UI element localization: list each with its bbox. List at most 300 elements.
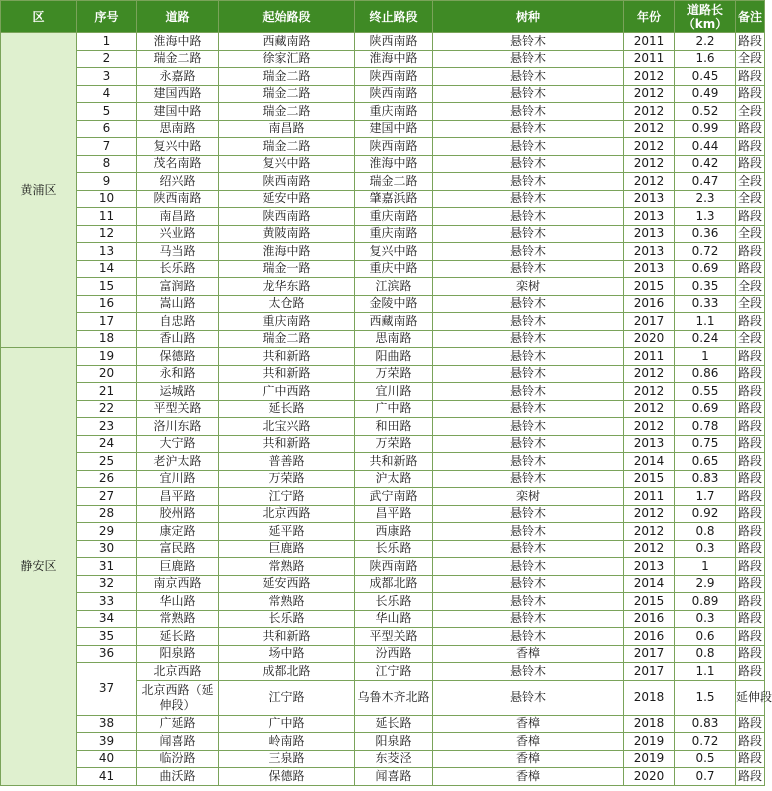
- tree-species-cell: 悬铃木: [433, 628, 624, 646]
- tree-species-cell: 香樟: [433, 645, 624, 663]
- note-cell: 路段: [736, 540, 765, 558]
- tree-species-cell: 悬铃木: [433, 348, 624, 366]
- end-section-cell: 重庆南路: [355, 225, 433, 243]
- note-cell: 路段: [736, 208, 765, 226]
- road-length-cell: 0.78: [675, 418, 736, 436]
- end-section-cell: 平型关路: [355, 628, 433, 646]
- year-cell: 2013: [624, 558, 675, 576]
- note-cell: 路段: [736, 470, 765, 488]
- table-row: [1, 628, 765, 646]
- start-section-cell: 徐家汇路: [219, 50, 355, 68]
- note-cell: 路段: [736, 260, 765, 278]
- number-cell: 11: [77, 208, 137, 226]
- road-cell: 老沪太路: [137, 453, 219, 471]
- tree-species-cell: 悬铃木: [433, 470, 624, 488]
- note-cell: 路段: [736, 138, 765, 156]
- start-section-cell: 太仓路: [219, 295, 355, 313]
- table-row: [1, 295, 765, 313]
- number-cell: 23: [77, 418, 137, 436]
- note-cell: 全段: [736, 295, 765, 313]
- tree-species-cell: 悬铃木: [433, 33, 624, 51]
- number-cell: 3: [77, 68, 137, 86]
- tree-species-cell: 香樟: [433, 733, 624, 751]
- note-cell: 路段: [736, 383, 765, 401]
- start-section-cell: 共和新路: [219, 348, 355, 366]
- number-cell: 6: [77, 120, 137, 138]
- end-section-cell: 思南路: [355, 330, 433, 348]
- district-cell: 黄浦区: [1, 33, 77, 348]
- note-cell: 全段: [736, 225, 765, 243]
- start-section-cell: 保德路: [219, 768, 355, 786]
- start-section-cell: 瑞金二路: [219, 103, 355, 121]
- end-section-cell: 重庆中路: [355, 260, 433, 278]
- end-section-cell: 淮海中路: [355, 50, 433, 68]
- header-note: 备注: [736, 1, 765, 33]
- end-section-cell: 和田路: [355, 418, 433, 436]
- start-section-cell: 场中路: [219, 645, 355, 663]
- table-row: [1, 278, 765, 296]
- note-cell: 全段: [736, 50, 765, 68]
- number-cell: 22: [77, 400, 137, 418]
- end-section-cell: 共和新路: [355, 453, 433, 471]
- tree-species-cell: 悬铃木: [433, 225, 624, 243]
- table-row: [1, 435, 765, 453]
- table-row: [1, 523, 765, 541]
- road-length-cell: 0.55: [675, 383, 736, 401]
- note-cell: 路段: [736, 715, 765, 733]
- start-section-cell: 淮海中路: [219, 243, 355, 261]
- number-cell: 16: [77, 295, 137, 313]
- start-section-cell: 重庆南路: [219, 313, 355, 331]
- note-cell: 路段: [736, 558, 765, 576]
- road-cell: 广延路: [137, 715, 219, 733]
- table-row: [1, 313, 765, 331]
- road-cell: 长乐路: [137, 260, 219, 278]
- note-cell: 路段: [736, 750, 765, 768]
- table-row: [1, 225, 765, 243]
- tree-species-cell: 悬铃木: [433, 453, 624, 471]
- start-section-cell: 常熟路: [219, 558, 355, 576]
- end-section-cell: 成都北路: [355, 575, 433, 593]
- road-cell: 南昌路: [137, 208, 219, 226]
- end-section-cell: 淮海中路: [355, 155, 433, 173]
- year-cell: 2019: [624, 750, 675, 768]
- road-cell: 临汾路: [137, 750, 219, 768]
- tree-species-cell: 悬铃木: [433, 593, 624, 611]
- table-row: [1, 733, 765, 751]
- end-section-cell: 重庆南路: [355, 208, 433, 226]
- year-cell: 2012: [624, 418, 675, 436]
- tree-species-cell: 悬铃木: [433, 540, 624, 558]
- tree-species-cell: 香樟: [433, 715, 624, 733]
- note-cell: 路段: [736, 33, 765, 51]
- road-cell: 平型关路: [137, 400, 219, 418]
- table-row: [1, 558, 765, 576]
- table-row: [1, 400, 765, 418]
- table-row: [1, 120, 765, 138]
- road-cell: 永和路: [137, 365, 219, 383]
- year-cell: 2011: [624, 50, 675, 68]
- note-cell: 路段: [736, 505, 765, 523]
- table-row: [1, 593, 765, 611]
- number-cell: 1: [77, 33, 137, 51]
- number-cell: 13: [77, 243, 137, 261]
- road-length-cell: 2.3: [675, 190, 736, 208]
- end-section-cell: 万荣路: [355, 435, 433, 453]
- road-length-cell: 0.3: [675, 610, 736, 628]
- start-section-cell: 龙华东路: [219, 278, 355, 296]
- year-cell: 2013: [624, 208, 675, 226]
- tree-species-cell: 悬铃木: [433, 313, 624, 331]
- year-cell: 2017: [624, 313, 675, 331]
- number-cell: 25: [77, 453, 137, 471]
- road-length-cell: 2.9: [675, 575, 736, 593]
- table-row: [1, 488, 765, 506]
- note-cell: 路段: [736, 663, 765, 681]
- note-cell: 路段: [736, 365, 765, 383]
- table-row: [1, 33, 765, 51]
- tree-species-cell: 悬铃木: [433, 383, 624, 401]
- year-cell: 2012: [624, 103, 675, 121]
- road-cell: 瑞金二路: [137, 50, 219, 68]
- year-cell: 2017: [624, 663, 675, 681]
- start-section-cell: 万荣路: [219, 470, 355, 488]
- number-cell: 37: [77, 663, 137, 716]
- number-cell: 5: [77, 103, 137, 121]
- end-section-cell: 陕西南路: [355, 68, 433, 86]
- number-cell: 38: [77, 715, 137, 733]
- tree-species-cell: 悬铃木: [433, 243, 624, 261]
- note-cell: 路段: [736, 313, 765, 331]
- number-cell: 29: [77, 523, 137, 541]
- number-cell: 30: [77, 540, 137, 558]
- road-length-cell: 0.65: [675, 453, 736, 471]
- number-cell: 2: [77, 50, 137, 68]
- district-cell: 静安区: [1, 348, 77, 786]
- road-length-cell: 0.42: [675, 155, 736, 173]
- tree-species-cell: 悬铃木: [433, 208, 624, 226]
- end-section-cell: 西藏南路: [355, 313, 433, 331]
- year-cell: 2012: [624, 85, 675, 103]
- road-cell: 昌平路: [137, 488, 219, 506]
- road-cell: 宜川路: [137, 470, 219, 488]
- table-row: [1, 575, 765, 593]
- road-length-cell: 1.7: [675, 488, 736, 506]
- start-section-cell: 瑞金二路: [219, 85, 355, 103]
- year-cell: 2014: [624, 575, 675, 593]
- tree-species-cell: 栾树: [433, 278, 624, 296]
- year-cell: 2012: [624, 120, 675, 138]
- note-cell: 路段: [736, 768, 765, 786]
- number-cell: 40: [77, 750, 137, 768]
- start-section-cell: 延安中路: [219, 190, 355, 208]
- tree-species-cell: 悬铃木: [433, 68, 624, 86]
- number-cell: 41: [77, 768, 137, 786]
- year-cell: 2013: [624, 225, 675, 243]
- year-cell: 2012: [624, 365, 675, 383]
- road-length-cell: 0.8: [675, 523, 736, 541]
- end-section-cell: 复兴中路: [355, 243, 433, 261]
- end-section-cell: 重庆南路: [355, 103, 433, 121]
- tree-species-cell: 悬铃木: [433, 505, 624, 523]
- start-section-cell: 江宁路: [219, 488, 355, 506]
- number-cell: 34: [77, 610, 137, 628]
- road-cell: 建国中路: [137, 103, 219, 121]
- table-row: [1, 715, 765, 733]
- table-row: [1, 243, 765, 261]
- road-length-cell: 1.3: [675, 208, 736, 226]
- start-section-cell: 共和新路: [219, 435, 355, 453]
- road-cell: 常熟路: [137, 610, 219, 628]
- end-section-cell: 陕西南路: [355, 138, 433, 156]
- number-cell: 17: [77, 313, 137, 331]
- note-cell: 路段: [736, 488, 765, 506]
- end-section-cell: 昌平路: [355, 505, 433, 523]
- road-cell: 闻喜路: [137, 733, 219, 751]
- road-cell: 阳泉路: [137, 645, 219, 663]
- start-section-cell: 南昌路: [219, 120, 355, 138]
- note-cell: 路段: [736, 435, 765, 453]
- number-cell: 27: [77, 488, 137, 506]
- road-length-cell: 0.3: [675, 540, 736, 558]
- road-length-cell: 0.69: [675, 260, 736, 278]
- road-length-cell: 0.75: [675, 435, 736, 453]
- table-row: [1, 610, 765, 628]
- number-cell: 20: [77, 365, 137, 383]
- year-cell: 2020: [624, 768, 675, 786]
- road-cell: 延长路: [137, 628, 219, 646]
- road-length-cell: 0.99: [675, 120, 736, 138]
- tree-species-cell: 悬铃木: [433, 418, 624, 436]
- road-cell: 茂名南路: [137, 155, 219, 173]
- road-length-cell: 1.1: [675, 313, 736, 331]
- start-section-cell: 延长路: [219, 400, 355, 418]
- road-cell: 永嘉路: [137, 68, 219, 86]
- tree-species-cell: 香樟: [433, 768, 624, 786]
- number-cell: 15: [77, 278, 137, 296]
- note-cell: 路段: [736, 523, 765, 541]
- note-cell: 全段: [736, 173, 765, 191]
- road-cell: 兴业路: [137, 225, 219, 243]
- tree-species-cell: 栾树: [433, 488, 624, 506]
- road-cell: 绍兴路: [137, 173, 219, 191]
- tree-species-cell: 悬铃木: [433, 295, 624, 313]
- start-section-cell: 成都北路: [219, 663, 355, 681]
- road-cell: 大宁路: [137, 435, 219, 453]
- road-length-cell: 1.1: [675, 663, 736, 681]
- table-row: [1, 540, 765, 558]
- tree-species-cell: 悬铃木: [433, 155, 624, 173]
- number-cell: 26: [77, 470, 137, 488]
- year-cell: 2011: [624, 33, 675, 51]
- road-length-cell: 0.83: [675, 470, 736, 488]
- note-cell: 路段: [736, 628, 765, 646]
- tree-species-cell: 悬铃木: [433, 365, 624, 383]
- road-length-cell: 1.5: [675, 680, 736, 715]
- number-cell: 19: [77, 348, 137, 366]
- year-cell: 2011: [624, 348, 675, 366]
- header-road-length: 道路长（km）: [675, 1, 736, 33]
- table-row: [1, 68, 765, 86]
- year-cell: 2012: [624, 155, 675, 173]
- year-cell: 2012: [624, 68, 675, 86]
- end-section-cell: 阳泉路: [355, 733, 433, 751]
- year-cell: 2013: [624, 243, 675, 261]
- year-cell: 2018: [624, 715, 675, 733]
- road-length-cell: 2.2: [675, 33, 736, 51]
- road-cell: 洛川东路: [137, 418, 219, 436]
- road-length-cell: 0.33: [675, 295, 736, 313]
- tree-species-cell: 悬铃木: [433, 680, 624, 715]
- year-cell: 2018: [624, 680, 675, 715]
- road-length-cell: 0.45: [675, 68, 736, 86]
- road-length-cell: 0.35: [675, 278, 736, 296]
- start-section-cell: 长乐路: [219, 610, 355, 628]
- road-cell: 曲沃路: [137, 768, 219, 786]
- table-row: [1, 50, 765, 68]
- tree-species-cell: 悬铃木: [433, 435, 624, 453]
- number-cell: 35: [77, 628, 137, 646]
- note-cell: 全段: [736, 278, 765, 296]
- road-cell: 富民路: [137, 540, 219, 558]
- tree-species-cell: 悬铃木: [433, 575, 624, 593]
- road-length-cell: 0.86: [675, 365, 736, 383]
- header-number: 序号: [77, 1, 137, 33]
- table-row: [1, 190, 765, 208]
- end-section-cell: 建国中路: [355, 120, 433, 138]
- end-section-cell: 金陵中路: [355, 295, 433, 313]
- start-section-cell: 陕西南路: [219, 208, 355, 226]
- tree-species-cell: 悬铃木: [433, 400, 624, 418]
- header-end-section: 终止路段: [355, 1, 433, 33]
- road-length-cell: 0.8: [675, 645, 736, 663]
- start-section-cell: 瑞金一路: [219, 260, 355, 278]
- number-cell: 18: [77, 330, 137, 348]
- end-section-cell: 陕西南路: [355, 558, 433, 576]
- table-row: [1, 418, 765, 436]
- table-row: [1, 330, 765, 348]
- tree-species-cell: 悬铃木: [433, 50, 624, 68]
- start-section-cell: 北宝兴路: [219, 418, 355, 436]
- header-row: [1, 1, 765, 33]
- start-section-cell: 江宁路: [219, 680, 355, 715]
- table-row: [1, 768, 765, 786]
- year-cell: 2016: [624, 295, 675, 313]
- number-cell: 36: [77, 645, 137, 663]
- number-cell: 10: [77, 190, 137, 208]
- note-cell: 路段: [736, 68, 765, 86]
- road-length-cell: 1.6: [675, 50, 736, 68]
- year-cell: 2020: [624, 330, 675, 348]
- start-section-cell: 瑞金二路: [219, 330, 355, 348]
- start-section-cell: 黄陂南路: [219, 225, 355, 243]
- year-cell: 2016: [624, 628, 675, 646]
- end-section-cell: 华山路: [355, 610, 433, 628]
- number-cell: 12: [77, 225, 137, 243]
- note-cell: 路段: [736, 120, 765, 138]
- tree-species-cell: 悬铃木: [433, 103, 624, 121]
- tree-species-cell: 悬铃木: [433, 558, 624, 576]
- tree-species-cell: 悬铃木: [433, 138, 624, 156]
- year-cell: 2013: [624, 190, 675, 208]
- table-row: [1, 383, 765, 401]
- number-cell: 14: [77, 260, 137, 278]
- table-row: [1, 155, 765, 173]
- road-length-cell: 0.89: [675, 593, 736, 611]
- note-cell: 路段: [736, 155, 765, 173]
- tree-species-cell: 悬铃木: [433, 523, 624, 541]
- number-cell: 9: [77, 173, 137, 191]
- note-cell: 路段: [736, 593, 765, 611]
- number-cell: 28: [77, 505, 137, 523]
- start-section-cell: 广中西路: [219, 383, 355, 401]
- year-cell: 2012: [624, 523, 675, 541]
- road-cell: 思南路: [137, 120, 219, 138]
- year-cell: 2015: [624, 278, 675, 296]
- header-tree-species: 树种: [433, 1, 624, 33]
- road-cell: 嵩山路: [137, 295, 219, 313]
- start-section-cell: 复兴中路: [219, 155, 355, 173]
- start-section-cell: 三泉路: [219, 750, 355, 768]
- start-section-cell: 普善路: [219, 453, 355, 471]
- note-cell: 路段: [736, 348, 765, 366]
- end-section-cell: 广中路: [355, 400, 433, 418]
- table-row: [1, 138, 765, 156]
- start-section-cell: 陕西南路: [219, 173, 355, 191]
- header-start-section: 起始路段: [219, 1, 355, 33]
- road-length-cell: 0.49: [675, 85, 736, 103]
- note-cell: 路段: [736, 453, 765, 471]
- note-cell: 延伸段: [736, 680, 765, 715]
- start-section-cell: 岭南路: [219, 733, 355, 751]
- road-length-cell: 0.83: [675, 715, 736, 733]
- start-section-cell: 瑞金二路: [219, 68, 355, 86]
- table-row: [1, 173, 765, 191]
- year-cell: 2012: [624, 540, 675, 558]
- year-cell: 2012: [624, 138, 675, 156]
- year-cell: 2012: [624, 400, 675, 418]
- road-length-cell: 0.72: [675, 243, 736, 261]
- tree-species-cell: 悬铃木: [433, 663, 624, 681]
- road-cell: 富润路: [137, 278, 219, 296]
- tree-species-cell: 悬铃木: [433, 85, 624, 103]
- year-cell: 2012: [624, 173, 675, 191]
- end-section-cell: 肇嘉浜路: [355, 190, 433, 208]
- start-section-cell: 延平路: [219, 523, 355, 541]
- start-section-cell: 共和新路: [219, 628, 355, 646]
- year-cell: 2013: [624, 260, 675, 278]
- end-section-cell: 阳曲路: [355, 348, 433, 366]
- end-section-cell: 闻喜路: [355, 768, 433, 786]
- end-section-cell: 乌鲁木齐北路: [355, 680, 433, 715]
- table-body: [1, 33, 772, 786]
- road-cell: 陕西南路: [137, 190, 219, 208]
- end-section-cell: 瑞金二路: [355, 173, 433, 191]
- road-cell: 运城路: [137, 383, 219, 401]
- road-cell: 华山路: [137, 593, 219, 611]
- note-cell: 路段: [736, 85, 765, 103]
- road-length-cell: 0.52: [675, 103, 736, 121]
- road-length-cell: 0.36: [675, 225, 736, 243]
- tree-species-cell: 悬铃木: [433, 330, 624, 348]
- number-cell: 7: [77, 138, 137, 156]
- number-cell: 4: [77, 85, 137, 103]
- end-section-cell: 万荣路: [355, 365, 433, 383]
- end-section-cell: 陕西南路: [355, 85, 433, 103]
- start-section-cell: 常熟路: [219, 593, 355, 611]
- end-section-cell: 长乐路: [355, 593, 433, 611]
- road-length-cell: 0.6: [675, 628, 736, 646]
